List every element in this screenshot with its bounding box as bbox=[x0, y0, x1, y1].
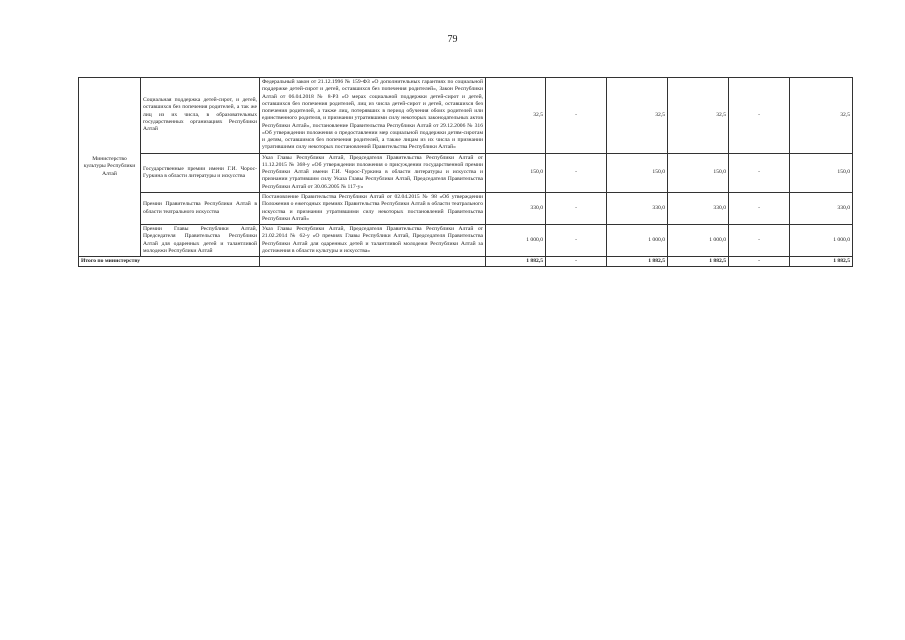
value-cell: 150,0 bbox=[790, 153, 853, 192]
value-cell: 32,5 bbox=[790, 78, 853, 154]
total-value-cell: - bbox=[546, 257, 607, 267]
total-value-cell: - bbox=[729, 257, 790, 267]
table-row bbox=[79, 153, 853, 192]
value-cell: 32,5 bbox=[668, 78, 729, 154]
value-cell: 150,0 bbox=[486, 153, 546, 192]
program-cell: Премии Правительства Республики Алтай в области театрального искусства bbox=[141, 192, 260, 224]
value-cell: - bbox=[546, 78, 607, 154]
value-cell: 1 000,0 bbox=[668, 225, 729, 257]
budget-table bbox=[78, 77, 853, 267]
legal-basis-cell: Федеральный закон от 21.12.1996 № 159-ФЗ «О дополнительных гарантиях по социальной поддержке детей-сирот и детей, оставшихся без попечения родителей», Закон Республики Алтай от 06.04.2018 № 8-РЗ «О мерах социальной поддержки детей-сирот и детей, оставшихся без попечения родителей, лиц из числа детей-сирот и детей, оставшихся без попечения родителей, а также лиц, потерявших в период обучения обоих родителей или единственного родителя, и признании утратившими силу некоторых законодательных актов Республики Алтай», постановление Правительства Республики Алтай от 29.12.2006 № 316 «Об утверждении положения о предоставлении мер социальной поддержки детям-сиротам и детям, оставшимся без попечения родителей, а также лицам из их числа и признании утратившими силу некоторых постановлений Правительства Республики Алтай» bbox=[260, 78, 486, 154]
total-empty-cell bbox=[260, 257, 486, 267]
table-row bbox=[79, 192, 853, 224]
total-row bbox=[79, 257, 853, 267]
value-cell: - bbox=[729, 225, 790, 257]
value-cell: - bbox=[546, 225, 607, 257]
program-cell: Премии Главы Республики Алтай, Председателя Правительства Республики Алтай для одаренных детей и талантливой молодежи Республики Алтай bbox=[141, 225, 260, 257]
value-cell: 150,0 bbox=[668, 153, 729, 192]
value-cell: - bbox=[546, 153, 607, 192]
program-cell: Государственные премии имени Г.И. Чорос-Гуркина в области литературы и искусства bbox=[141, 153, 260, 192]
value-cell: 330,0 bbox=[668, 192, 729, 224]
legal-basis-cell: Указ Главы Республики Алтай, Председателя Правительства Республики Алтай от 11.12.2015 № 368-у «Об утверждении положения о присуждении государственной премии Республики Алтай имени Г.И. Чорос-Гуркина в области литературы и искусства и признании утратившим силу Указа Главы Республики Алтай, Председателя Правительства Республики Алтай от 30.06.2005 № 117-у» bbox=[260, 153, 486, 192]
value-cell: 1 000,0 bbox=[607, 225, 668, 257]
value-cell: 150,0 bbox=[607, 153, 668, 192]
total-value-cell: 1 882,5 bbox=[668, 257, 729, 267]
value-cell: - bbox=[729, 153, 790, 192]
table-row bbox=[79, 225, 853, 257]
legal-basis-cell: Постановление Правительства Республики Алтай от 02.04.2015 № 98 «Об утверждении Положения о ежегодных премиях Правительства Республики Алтай в области театрального искусства и признании утратившими силу некоторых постановлений Правительства Республики Алтай» bbox=[260, 192, 486, 224]
total-value-cell: 1 882,5 bbox=[486, 257, 546, 267]
value-cell: 330,0 bbox=[790, 192, 853, 224]
page-number: 79 bbox=[447, 34, 458, 45]
value-cell: 330,0 bbox=[607, 192, 668, 224]
total-value-cell: 1 882,5 bbox=[607, 257, 668, 267]
ministry-cell: Министерство культуры Республики Алтай bbox=[79, 78, 141, 257]
legal-basis-cell: Указ Главы Республики Алтай, Председателя Правительства Республики Алтай от 21.02.2014 № 62-у «О премиях Главы Республики Алтай, Председателя Правительства Республики Алтай для одаренных детей и талантливой молодежи Республики Алтай за достижения в области культуры и искусства» bbox=[260, 225, 486, 257]
value-cell: 32,5 bbox=[607, 78, 668, 154]
value-cell: - bbox=[729, 192, 790, 224]
value-cell: - bbox=[546, 192, 607, 224]
table-row bbox=[79, 78, 853, 154]
program-cell: Социальная поддержка детей-сирот, и детей, оставшихся без попечения родителей, а так же лиц из их числа, в образовательных государственных организациях Республики Алтай bbox=[141, 78, 260, 154]
value-cell: 1 000,0 bbox=[486, 225, 546, 257]
total-value-cell: 1 882,5 bbox=[790, 257, 853, 267]
total-label: Итого по министерству bbox=[79, 257, 260, 267]
value-cell: 32,5 bbox=[486, 78, 546, 154]
value-cell: - bbox=[729, 78, 790, 154]
value-cell: 1 000,0 bbox=[790, 225, 853, 257]
value-cell: 330,0 bbox=[486, 192, 546, 224]
